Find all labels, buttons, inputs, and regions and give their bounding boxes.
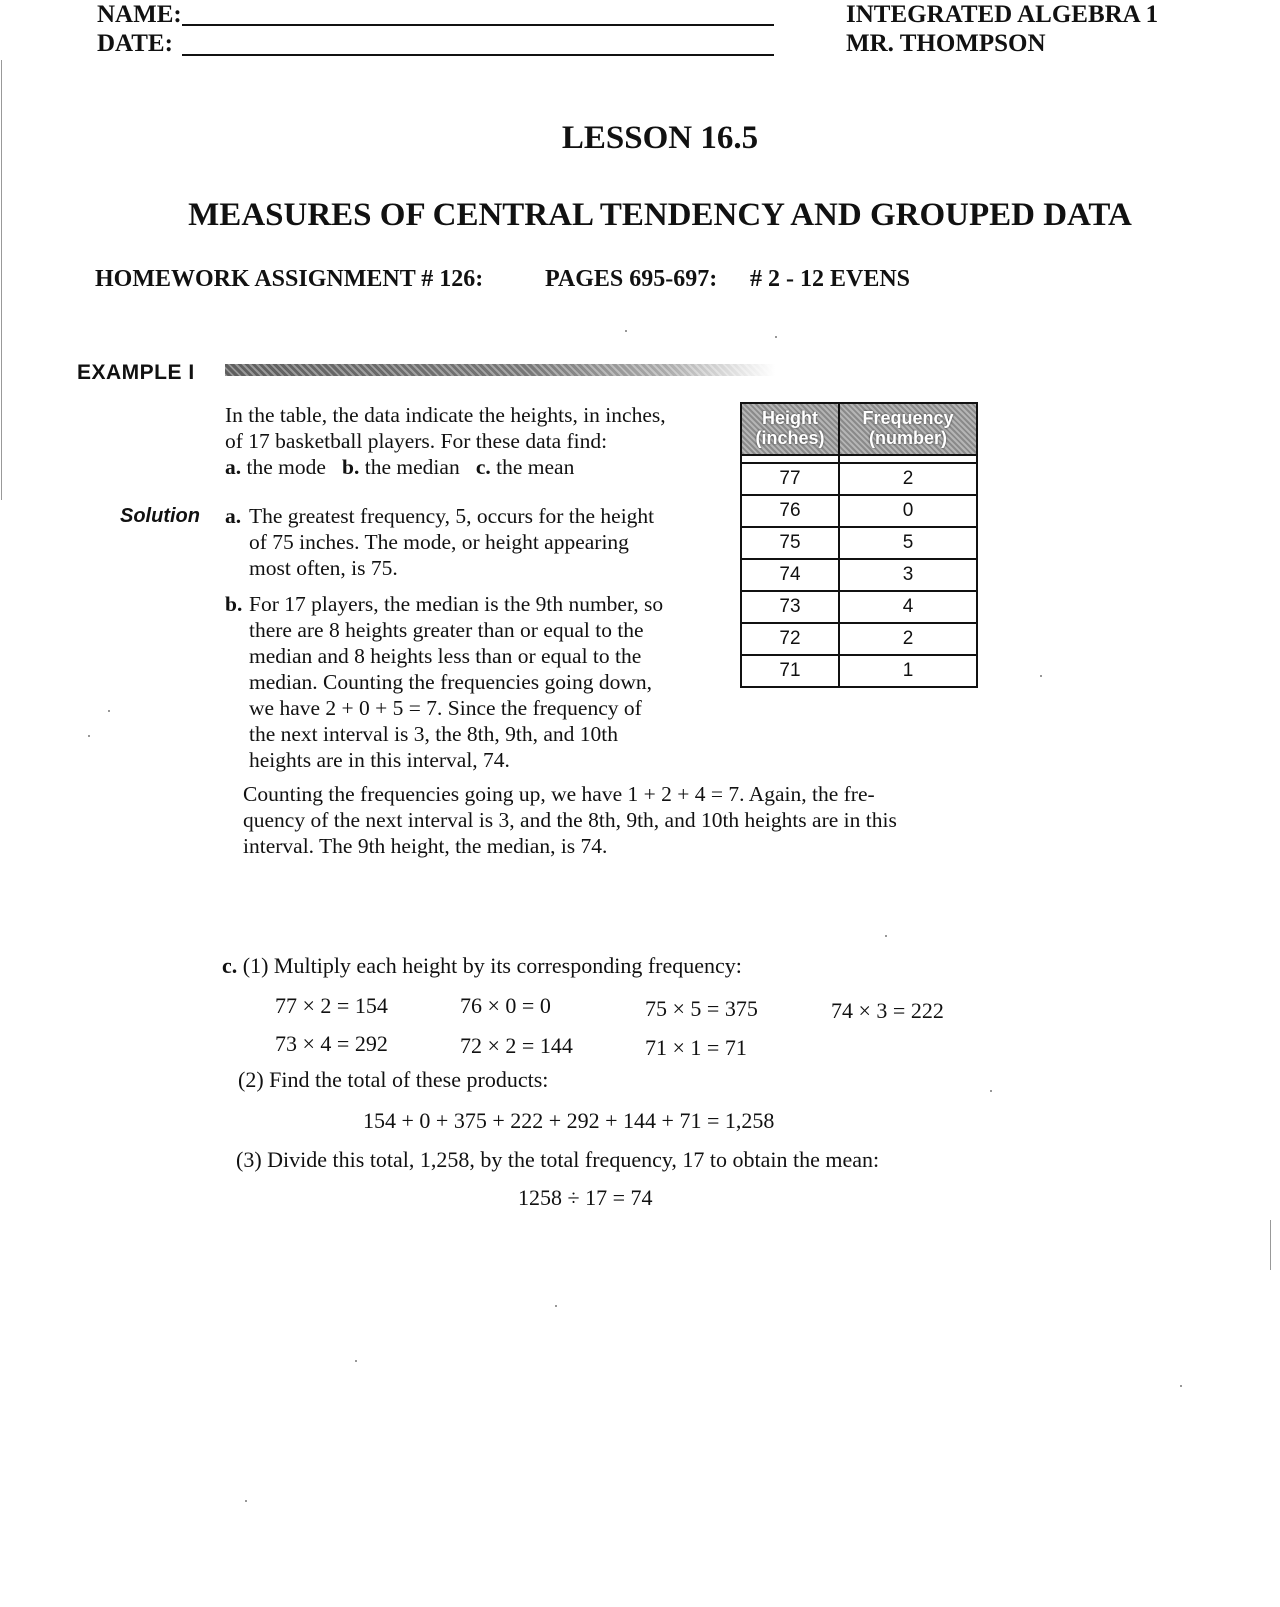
solution-line: interval. The 9th height, the median, is 74. xyxy=(243,834,608,858)
part-letter: c. xyxy=(222,953,238,978)
prompt-parts xyxy=(225,454,725,480)
height-cell: 75 xyxy=(741,527,839,559)
product-equation: 76 × 0 = 0 xyxy=(460,993,551,1018)
part-letter: b. xyxy=(225,592,243,616)
solution-line: the next interval is 3, the 8th, 9th, and 10th xyxy=(249,722,619,746)
part-letter: c. xyxy=(475,455,491,479)
table-row xyxy=(741,559,977,591)
header-line: (number) xyxy=(869,428,947,448)
header-line: (inches) xyxy=(755,428,825,448)
solution-part-c-step2: (2) Find the total of these products: xyxy=(238,1067,549,1092)
scan-speck xyxy=(88,735,90,737)
frequency-column-header xyxy=(839,403,977,455)
solution-line: The greatest frequency, 5, occurs for the height xyxy=(249,504,655,528)
solution-line: Counting the frequencies going up, we have 1 + 2 + 4 = 7. Again, the fre- xyxy=(243,782,875,806)
height-column-header xyxy=(741,403,839,455)
frequency-cell: 2 xyxy=(839,623,977,655)
solution-part-a xyxy=(225,503,715,581)
course-name: INTEGRATED ALGEBRA 1 xyxy=(846,1,1159,28)
part-letter: a. xyxy=(225,455,242,479)
product-equation: 72 × 2 = 144 xyxy=(460,1033,573,1058)
scan-speck xyxy=(990,1090,992,1092)
scan-speck xyxy=(1180,1385,1182,1387)
example-banner-bar xyxy=(225,364,775,376)
solution-line: we have 2 + 0 + 5 = 7. Since the frequency of xyxy=(249,696,642,720)
solution-part-c-step3: (3) Divide this total, 1,258, by the total frequency, 17 to obtain the mean: xyxy=(236,1147,880,1172)
table-row xyxy=(741,463,977,495)
scan-speck xyxy=(555,1305,557,1307)
scan-edge-line xyxy=(1,60,2,500)
scan-speck xyxy=(355,1360,357,1362)
header-line: Height xyxy=(762,408,818,428)
product-equation: 75 × 5 = 375 xyxy=(645,996,758,1021)
example-prompt xyxy=(225,402,725,480)
part-text: the mean xyxy=(496,455,575,479)
part-letter: b. xyxy=(342,455,360,479)
product-equation: 77 × 2 = 154 xyxy=(275,993,388,1018)
height-cell: 74 xyxy=(741,559,839,591)
product-equation: 73 × 4 = 292 xyxy=(275,1031,388,1056)
date-line xyxy=(182,54,774,56)
scan-speck xyxy=(1040,675,1042,677)
solution-part-b xyxy=(225,591,715,773)
homework-label: HOMEWORK ASSIGNMENT # 126: xyxy=(95,266,484,292)
example-label: EXAMPLE I xyxy=(77,361,195,384)
height-cell: 73 xyxy=(741,591,839,623)
table-row xyxy=(741,623,977,655)
table-spacer-row xyxy=(741,455,977,463)
part-letter: a. xyxy=(225,504,242,528)
frequency-table xyxy=(740,402,978,688)
homework-pages: PAGES 695-697: xyxy=(545,266,718,292)
sum-equation: 154 + 0 + 375 + 222 + 292 + 144 + 71 = 1,258 xyxy=(363,1108,775,1133)
solution-line: median. Counting the frequencies going down, xyxy=(249,670,653,694)
frequency-cell: 4 xyxy=(839,591,977,623)
part-text: the mode xyxy=(246,455,326,479)
solution-line: of 75 inches. The mode, or height appearing xyxy=(249,530,629,554)
height-cell: 77 xyxy=(741,463,839,495)
solution-part-b-continuation xyxy=(243,781,1003,859)
mean-result: 1258 ÷ 17 = 74 xyxy=(518,1185,653,1210)
product-equation: 71 × 1 = 71 xyxy=(645,1035,747,1060)
solution-label: Solution xyxy=(120,505,200,527)
table-header-row xyxy=(741,403,977,455)
page-title: MEASURES OF CENTRAL TENDENCY AND GROUPED DATA xyxy=(188,197,1132,233)
date-label: DATE: xyxy=(97,30,173,57)
scan-speck xyxy=(245,1500,247,1502)
scan-speck xyxy=(625,330,627,332)
solution-line: heights are in this interval, 74. xyxy=(249,748,510,772)
frequency-cell: 1 xyxy=(839,655,977,687)
height-cell: 71 xyxy=(741,655,839,687)
name-label: NAME: xyxy=(97,1,182,28)
frequency-cell: 5 xyxy=(839,527,977,559)
product-equation: 74 × 3 = 222 xyxy=(831,998,944,1023)
scan-speck xyxy=(885,935,887,937)
solution-line: most often, is 75. xyxy=(249,556,398,580)
frequency-cell: 2 xyxy=(839,463,977,495)
scan-edge-line xyxy=(1270,1220,1271,1270)
height-cell: 76 xyxy=(741,495,839,527)
table-row xyxy=(741,591,977,623)
solution-part-c-step1 xyxy=(222,953,742,979)
teacher-name: MR. THOMPSON xyxy=(846,30,1046,57)
table-row xyxy=(741,655,977,687)
scan-speck xyxy=(108,710,110,712)
solution-line: For 17 players, the median is the 9th number, so xyxy=(249,592,664,616)
scan-speck xyxy=(775,336,777,338)
homework-problems: # 2 - 12 EVENS xyxy=(750,266,911,292)
solution-line: median and 8 heights less than or equal to the xyxy=(249,644,642,668)
prompt-line: of 17 basketball players. For these data find: xyxy=(225,429,608,453)
table-row xyxy=(741,495,977,527)
table-row xyxy=(741,527,977,559)
solution-line: there are 8 heights greater than or equal to the xyxy=(249,618,644,642)
lesson-number: LESSON 16.5 xyxy=(561,120,759,156)
part-text: the median xyxy=(364,455,460,479)
frequency-cell: 3 xyxy=(839,559,977,591)
height-cell: 72 xyxy=(741,623,839,655)
frequency-cell: 0 xyxy=(839,495,977,527)
step-text: (1) Multiply each height by its corresponding frequency: xyxy=(242,953,742,978)
solution-line: quency of the next interval is 3, and the 8th, 9th, and 10th heights are in this xyxy=(243,808,897,832)
name-line xyxy=(182,24,774,26)
prompt-line: In the table, the data indicate the heights, in inches, xyxy=(225,403,666,427)
header-line: Frequency xyxy=(862,408,954,428)
